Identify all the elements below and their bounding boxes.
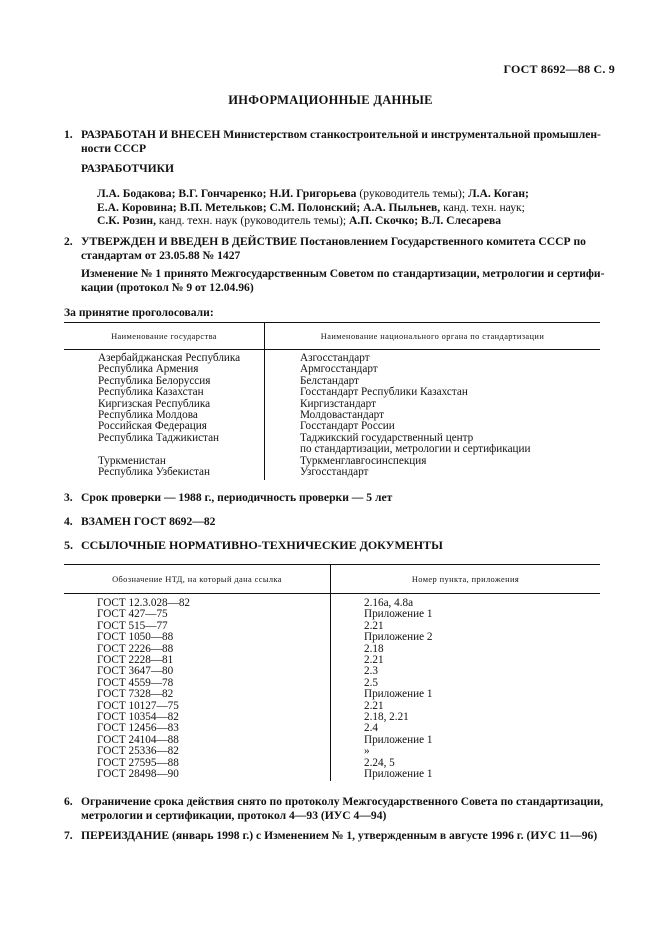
states-table-row-cell: Белстандарт: [300, 374, 359, 387]
section-7-number: 7.: [64, 829, 73, 842]
states-table-row-cell: Российская Федерация: [64, 421, 265, 432]
section-6-line2: метрологии и сертификации, протокол 4—93 (ИУС 4—94): [81, 808, 387, 822]
section-3: [64, 491, 392, 505]
references-table-row-cell: ГОСТ 2226—88: [64, 644, 331, 655]
states-table-row-cell: Таджикский государственный центр: [300, 431, 474, 444]
references-table-row-cell: Приложение 2: [364, 631, 433, 644]
developers-heading: РАЗРАБОТЧИКИ: [81, 162, 175, 175]
states-table-row-cell: Туркменистан: [64, 456, 265, 467]
change-note-line2: кации (протокол № 9 от 12.04.96): [81, 280, 254, 294]
section-3-text: Срок проверки — 1988 г., периодичность проверки — 5 лет: [81, 491, 393, 504]
references-table-row-cell: 2.21: [364, 699, 384, 712]
states-table-row-cell: Госстандарт России: [300, 420, 395, 433]
references-table-row-cell: 2.4: [364, 722, 378, 735]
section-2-number: 2.: [64, 235, 73, 248]
references-table-row-cell: ГОСТ 28498—90: [64, 769, 331, 780]
references-table-row-cell: ГОСТ 10127—75: [64, 701, 331, 712]
references-table-row-cell: ГОСТ 4559—78: [64, 678, 331, 689]
states-table-row-cell: по стандартизации, метрологии и сертификации: [300, 443, 531, 456]
dev-line3-b: канд. техн. наук (руководитель темы);: [155, 214, 349, 227]
section-4-text: ВЗАМЕН ГОСТ 8692—82: [81, 515, 216, 528]
references-table-row: [64, 769, 600, 780]
dev-line2-b: канд. техн. наук;: [440, 200, 525, 214]
references-table-row: [64, 689, 600, 700]
section-7: [64, 829, 609, 843]
states-table-header: [64, 323, 600, 350]
section-3-number: 3.: [64, 491, 73, 504]
states-table-row: [64, 444, 600, 455]
developers-list: [97, 187, 607, 228]
vote-label: За принятие проголосовали:: [64, 306, 214, 319]
section-5-number: 5.: [64, 538, 73, 552]
references-table-header: [64, 565, 600, 594]
section-5-text: ССЫЛОЧНЫЕ НОРМАТИВНО-ТЕХНИЧЕСКИЕ ДОКУМЕНТЫ: [81, 538, 443, 552]
dev-line1-c: Л.А. Коган;: [467, 187, 529, 200]
section-2-line1: УТВЕРЖДЕН И ВВЕДЕН В ДЕЙСТВИЕ Постановлением Государственного комитета СССР по: [81, 235, 586, 248]
states-table-row-cell: Азгосстандарт: [300, 352, 370, 364]
references-table-row-cell: ГОСТ 27595—88: [64, 758, 331, 769]
dev-line1-b: (руководитель темы);: [356, 187, 468, 200]
references-table-row-cell: ГОСТ 2228—81: [64, 655, 331, 666]
references-table-row-cell: 2.3: [364, 665, 378, 678]
states-table-row-cell: Киргизская Республика: [64, 399, 265, 410]
page-header: ГОСТ 8692—88 С. 9: [503, 62, 615, 76]
section-1-line1: РАЗРАБОТАН И ВНЕСЕН Министерством станкостроительной и инструментальной промышлен-: [81, 128, 601, 141]
references-table-row-cell: 2.5: [364, 676, 378, 689]
references-table-row-cell: ГОСТ 12456—83: [64, 723, 331, 734]
references-table-row: [64, 594, 600, 610]
references-table-row-cell: »: [364, 745, 370, 758]
references-table-row-cell: Приложение 1: [364, 733, 433, 746]
references-table-row-cell: Приложение 1: [364, 688, 433, 701]
section-1: [64, 128, 604, 155]
references-table-row-cell: ГОСТ 25336—82: [64, 746, 331, 757]
section-1-number: 1.: [64, 128, 73, 141]
references-table-row-cell: 2.21: [364, 654, 384, 667]
section-6-line1: Ограничение срока действия снято по протоколу Межгосударственного Совета по стандартизации,: [81, 795, 604, 808]
references-table: [64, 564, 600, 781]
references-table-row-cell: ГОСТ 515—77: [64, 621, 331, 632]
states-table-row-cell: Республика Молдова: [64, 410, 265, 421]
references-col-clause: Номер пункта, приложения: [331, 565, 601, 594]
references-table-row-cell: ГОСТ 10354—82: [64, 712, 331, 723]
states-col-body: Наименование национального органа по стандартизации: [265, 323, 601, 350]
references-table-row-cell: Приложение 1: [364, 768, 433, 781]
dev-line3-c: А.П. Скочко; В.Л. Слесарева: [348, 214, 502, 227]
dev-line3-a: С.К. Розин,: [97, 214, 156, 227]
section-6-number: 6.: [64, 795, 73, 808]
states-table-row-cell: Азербайджанская Республика: [64, 350, 265, 365]
section-4: [64, 515, 215, 529]
references-table-row: [64, 746, 600, 757]
change-note: [81, 267, 606, 294]
states-table-row-cell: Молдовастандарт: [300, 409, 385, 422]
references-col-document: Обозначение НТД, на который дана ссылка: [64, 565, 331, 594]
references-table-row-cell: 2.18, 2.21: [364, 711, 409, 724]
section-1-line2: ности СССР: [81, 141, 147, 155]
states-table-row-cell: Республика Казахстан: [64, 387, 265, 398]
section-6: [64, 795, 609, 822]
states-table-row: [64, 467, 600, 480]
references-table-row-cell: 2.18: [364, 642, 384, 655]
section-5: [64, 539, 443, 553]
references-table-row-cell: 2.16а, 4.8а: [364, 597, 414, 609]
section-2: [64, 235, 604, 262]
dev-line1-a: Л.А. Бодакова; В.Г. Гончаренко; Н.И. Григорьева: [97, 187, 357, 200]
states-table-row-cell: Республика Узбекистан: [64, 467, 265, 480]
references-table-row-cell: 2.21: [364, 619, 384, 632]
states-table-row: [64, 387, 600, 398]
references-table-row-cell: ГОСТ 3647—80: [64, 666, 331, 677]
states-table-row-cell: [64, 444, 265, 455]
states-table-row-cell: Узгосстандарт: [300, 466, 369, 479]
section-7-text: ПЕРЕИЗДАНИЕ (январь 1998 г.) с Изменением № 1, утвержденным в августе 1996 г. (ИУС 11—96): [81, 829, 598, 842]
states-table-row-cell: Туркменглавгосинспекция: [300, 454, 427, 467]
change-note-line1: Изменение № 1 принято Межгосударственным Советом по стандартизации, метрологии и сертифи-: [81, 267, 605, 280]
section-4-number: 4.: [64, 515, 73, 528]
states-col-state: Наименование государства: [64, 323, 265, 350]
references-table-row-cell: ГОСТ 1050—88: [64, 632, 331, 643]
references-table-row-cell: 2.24, 5: [364, 756, 395, 769]
references-table-row-cell: ГОСТ 427—75: [64, 609, 331, 620]
references-table-row-cell: ГОСТ 24104—88: [64, 735, 331, 746]
states-table-row-cell: Киргизстандарт: [300, 397, 376, 410]
page-title: ИНФОРМАЦИОННЫЕ ДАННЫЕ: [228, 93, 433, 107]
states-table-row-cell: Республика Белоруссия: [64, 376, 265, 387]
dev-line2-a: Е.А. Коровина; В.П. Метельков; С.М. Полонский; А.А. Пыльнев,: [97, 200, 441, 214]
references-table-row-cell: Приложение 1: [364, 608, 433, 621]
references-table-row-cell: ГОСТ 7328—82: [64, 689, 331, 700]
states-table-row: [64, 350, 600, 365]
references-table-row: [64, 632, 600, 643]
states-table-row-cell: Армгосстандарт: [300, 363, 378, 376]
states-table: [64, 322, 600, 480]
section-2-line2: стандартам от 23.05.88 № 1427: [81, 248, 241, 262]
states-table-row-cell: Республика Армения: [64, 364, 265, 375]
states-table-row-cell: Республика Таджикистан: [64, 433, 265, 444]
references-table-row-cell: ГОСТ 12.3.028—82: [64, 594, 331, 610]
states-table-row-cell: Госстандарт Республики Казахстан: [300, 386, 468, 399]
